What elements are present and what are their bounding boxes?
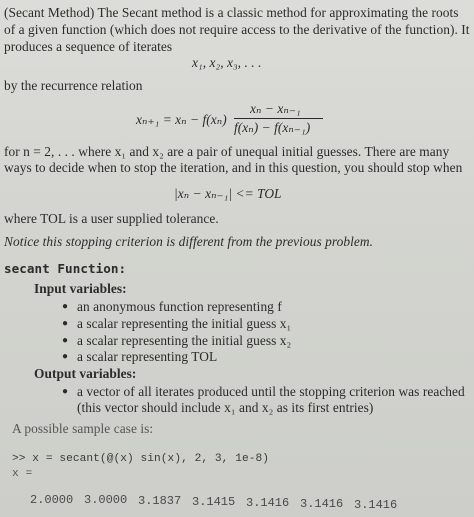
result-value: 3.1416: [246, 496, 290, 510]
stop-criterion: |xₙ − xₙ₋₁| <= TOL: [174, 186, 282, 201]
output-item-line-1: a vector of all iterates produced until the stopping criterion was reached: [77, 384, 465, 399]
result-value: 3.1837: [138, 494, 182, 508]
bullet-icon: ●: [62, 301, 69, 312]
bullet-icon: ●: [62, 351, 69, 362]
function-heading: secant Function:: [4, 261, 127, 276]
iterates-sequence: x₁, x₂, x₃, . . .: [192, 55, 262, 70]
result-value: 3.1415: [192, 495, 236, 509]
input-heading: Input variables:: [34, 281, 127, 296]
bullet-icon: ●: [62, 318, 69, 329]
intro-line-2: of a given function (which does not require access to the derivative of the function). It: [4, 22, 470, 37]
tol-note: where TOL is a user supplied tolerance.: [4, 211, 219, 226]
paragraph-line-1: for n = 2, . . . where x₁ and x₂ are a pair of unequal initial guesses. There are many: [4, 144, 450, 159]
formula-denominator: f(xₙ) − f(xₙ₋₁): [234, 120, 311, 135]
bullet-icon: ●: [62, 386, 69, 397]
formula-numerator: xₙ − xₙ₋₁: [250, 101, 301, 116]
input-item-4: a scalar representing TOL: [77, 349, 218, 364]
input-item-2: a scalar representing the initial guess x₁: [77, 316, 292, 331]
result-label: x =: [12, 468, 33, 480]
output-heading: Output variables:: [34, 366, 137, 381]
result-value: 2.0000: [30, 493, 74, 507]
sample-heading: A possible sample case is:: [12, 421, 154, 436]
bullet-icon: ●: [62, 335, 69, 346]
result-value: 3.1416: [354, 498, 398, 512]
formula-lhs: xₙ₊₁ = xₙ − f(xₙ): [136, 112, 227, 127]
output-item-line-2: (this vector should include x₁ and x₂ as its first entries): [77, 400, 374, 415]
result-value: 3.1416: [300, 497, 344, 511]
paragraph-line-2: ways to decide when to stop the iteration, and in this question, you should stop when: [4, 160, 463, 175]
recurrence-intro: by the recurrence relation: [4, 78, 143, 93]
sample-command: >> x = secant(@(x) sin(x), 2, 3, 1e-8): [12, 453, 270, 465]
intro-line-3: produces a sequence of iterates: [4, 39, 173, 54]
result-value: 3.0000: [84, 493, 128, 507]
fraction-bar: [234, 118, 323, 119]
intro-line-1: (Secant Method) The Secant method is a classic method for approximating the roots: [4, 5, 459, 20]
input-item-1: an anonymous function representing f: [77, 299, 282, 314]
input-item-3: a scalar representing the initial guess x₂: [77, 333, 292, 348]
notice-text: Notice this stopping criterion is different from the previous problem.: [4, 234, 373, 249]
